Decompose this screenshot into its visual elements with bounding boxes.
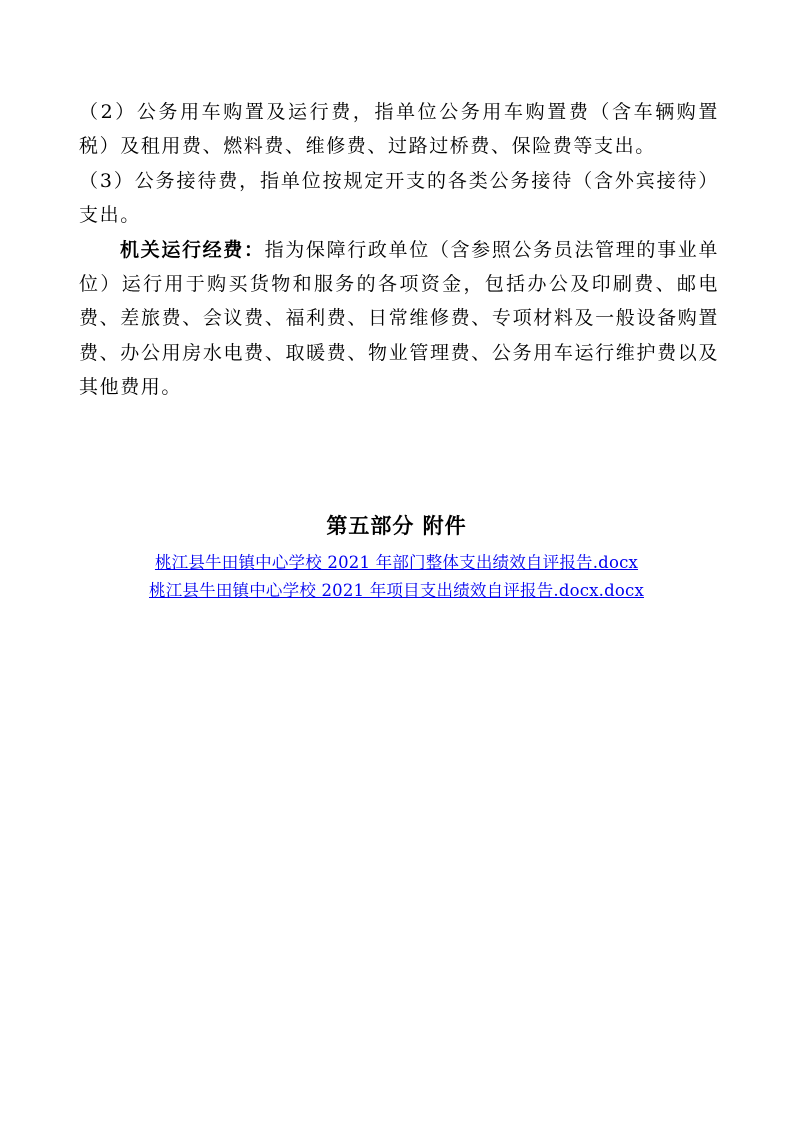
attachment-link-project-report[interactable]: 桃江县牛田镇中心学校 2021 年项目支出绩效自评报告.docx.docx bbox=[149, 581, 644, 600]
document-body bbox=[79, 95, 719, 405]
paragraph-vehicle-expenses: （2）公务用车购置及运行费，指单位公务用车购置费（含车辆购置税）及租用费、燃料费、维修费、过路过桥费、保险费等支出。 bbox=[79, 101, 719, 158]
attachment-list bbox=[0, 549, 793, 605]
attachment-link-department-report[interactable]: 桃江县牛田镇中心学校 2021 年部门整体支出绩效自评报告.docx bbox=[154, 553, 639, 572]
paragraph-reception-expenses: （3）公务接待费，指单位按规定开支的各类公务接待（含外宾接待）支出。 bbox=[79, 169, 719, 227]
paragraph-operating-expenses bbox=[79, 233, 719, 405]
section-heading-attachments: 第五部分 附件 bbox=[326, 514, 467, 538]
term-operating-expenses: 机关运行经费： bbox=[120, 238, 265, 261]
definition-operating-expenses: 指为保障行政单位（含参照公务员法管理的事业单位）运行用于购买货物和服务的各项资金，包括办公及印刷费、邮电费、差旅费、会议费、福利费、日常维修费、专项材料及一般设备购置费、办公用房水电费、取暖费、物业管理费、公务用车运行维护费以及其他费用。 bbox=[79, 238, 720, 399]
